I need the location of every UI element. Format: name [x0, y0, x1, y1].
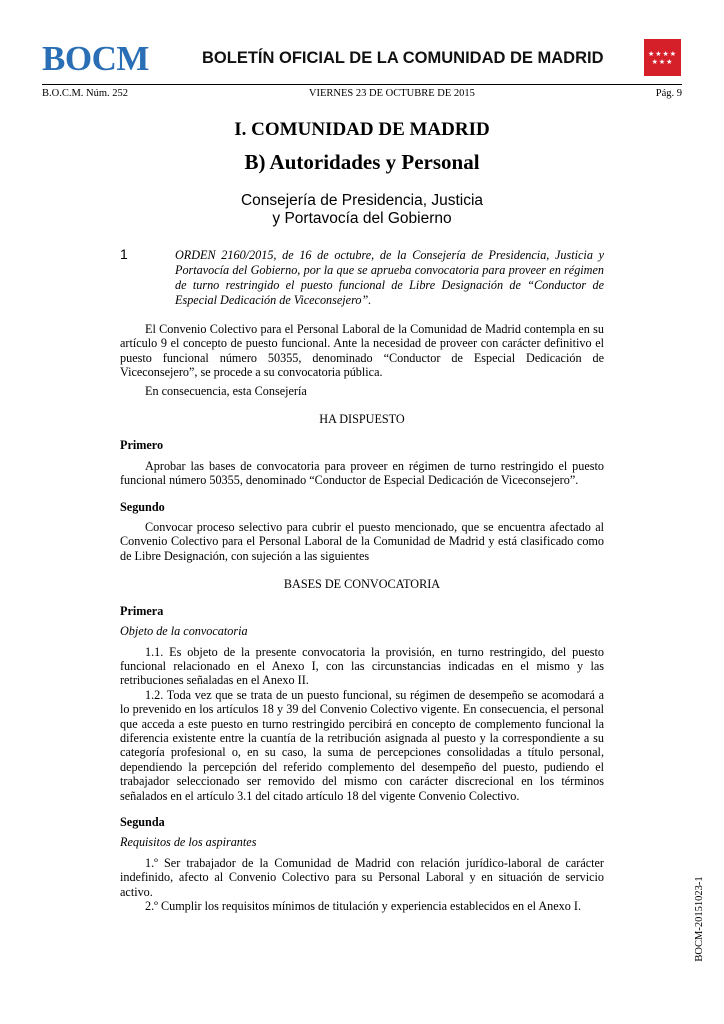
madrid-flag-icon: ★★★★ ★★★	[644, 39, 681, 76]
primero-heading: Primero	[120, 438, 164, 453]
bocm-logo: BOCM	[42, 39, 149, 78]
section-subtitle: B) Autoridades y Personal	[244, 150, 480, 174]
section-title: I. COMUNIDAD DE MADRID	[234, 119, 490, 140]
bulletin-title: BOLETÍN OFICIAL DE LA COMUNIDAD DE MADRID	[202, 49, 604, 67]
primero-text: Aprobar las bases de convocatoria para proveer en régimen de turno restringido el puesto funcional número 50355, denominado “Conductor de Especial Dedicación de Viceconsejero”.	[120, 458, 604, 488]
page-header	[42, 38, 682, 78]
issue-date: VIERNES 23 DE OCTUBRE DE 2015	[308, 88, 475, 99]
clause-1-1: 1.1. Es objeto de la presente convocatoria la provisión, en turno restringido, del puesto funcional relacionado en el Anexo I, con las circunstancias indicadas en el mismo y las retribuciones señaladas en el Anexo II.	[120, 644, 604, 688]
department-heading	[120, 192, 604, 228]
intro-paragraph: El Convenio Colectivo para el Personal Laboral de la Comunidad de Madrid contempla en su artículo 9 el concepto de puesto funcional. Ante la necesidad de proveer con carácter definitivo el puesto funcional número 50355, denominado “Conductor de Especial Dedicación de Viceconsejero”, se procede a su convocatoria pública.	[120, 322, 604, 380]
issue-info-bar	[42, 84, 682, 100]
order-summary	[120, 248, 604, 308]
bases-heading: BASES DE CONVOCATORIA	[283, 577, 441, 592]
department-line-1: Consejería de Presidencia, Justicia	[240, 192, 484, 209]
side-reference	[692, 865, 708, 975]
side-reference-code: BOCM-20151023-1	[694, 876, 705, 962]
segundo-heading: Segundo	[120, 499, 165, 514]
order-text: ORDEN 2160/2015, de 16 de octubre, de la Consejería de Presidencia, Justicia y Portavocía del Gobierno, por la que se aprueba convocatoria para proveer en régimen de turno restringido el puesto funcional de Libre Designación de “Conductor de Especial Dedicación de Viceconsejero”.	[175, 248, 604, 307]
dispone-heading: HA DISPUESTO	[319, 412, 405, 427]
requirement-1: 1.º Ser trabajador de la Comunidad de Madrid con relación jurídico-laboral de carácter indefinido, afecto al Convenio Colectivo para su Personal Laboral y en situación de servicio activo.	[120, 855, 604, 899]
department-line-2: y Portavocía del Gobierno	[272, 210, 452, 227]
clause-1-2: 1.2. Toda vez que se trata de un puesto funcional, su régimen de desempeño se acomodará a lo prevenido en los artículos 18 y 39 del Convenio Colectivo vigente. En consecuencia, el personal que acceda a este puesto en turno restringido percibirá en concepto de complemento funcional la diferencia existente entre la cuantía de la retribución asignada al puesto y la correspondiente a su categoría profesional o, en su caso, la suma de percepciones consolidadas a título personal, dependiendo la percepción del referido complemento del desempeño del puesto, pudiendo el trabajador seleccionado ser removido del mismo con carácter discrecional en los términos señalados en el artículo 3.1 del citado artículo 18 del vigente Convenio Colectivo.	[120, 687, 604, 803]
document-body	[120, 118, 604, 913]
segunda-heading: Segunda	[120, 814, 165, 829]
page-number: Pág. 9	[655, 88, 682, 99]
segunda-subheading: Requisitos de los aspirantes	[120, 835, 257, 850]
requirement-2: 2.º Cumplir los requisitos mínimos de titulación y experiencia establecidos en el Anexo I.	[145, 899, 582, 913]
segundo-text: Convocar proceso selectivo para cubrir el puesto mencionado, que se encuentra afectado al Convenio Colectivo para el Personal Laboral de la Comunidad de Madrid y está clasificado como de Libre Designación, con sujeción a las siguientes	[120, 520, 604, 563]
intro-paragraph-2: En consecuencia, esta Consejería	[145, 383, 307, 398]
issue-number: B.O.C.M. Núm. 252	[42, 88, 129, 99]
order-number: 1	[120, 246, 128, 262]
primera-subheading: Objeto de la convocatoria	[120, 624, 248, 639]
primera-heading: Primera	[120, 603, 164, 618]
